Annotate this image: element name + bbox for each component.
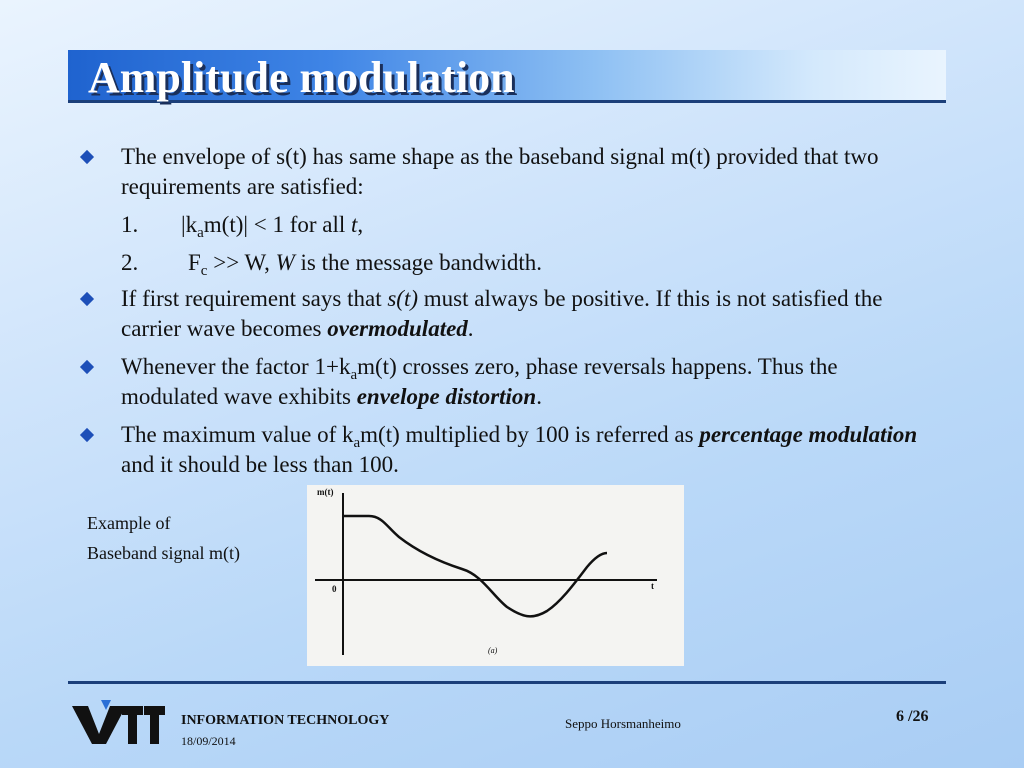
figure-caption xyxy=(87,508,240,568)
bullet-text-4: The maximum value of $k_am(t)$ multiplied by 100 is referred as percentage modulation and it should be less than 100. xyxy=(121,422,918,477)
bullet-text-2: If first requirement says that s(t) must always be positive. If this is not satisfied the carrier wave becomes overmodulated. xyxy=(121,286,883,341)
footer-organization: INFORMATION TECHNOLOGY xyxy=(181,713,390,728)
y-axis-label: m(t) xyxy=(317,487,334,497)
title-bar xyxy=(68,50,946,103)
bullet-item-4 xyxy=(78,420,938,480)
requirement-1 xyxy=(121,210,363,240)
bullet-item-3 xyxy=(78,352,938,412)
bullet-text-3: Whenever the factor $1+k_am(t)$ crosses zero, phase reversals happens. Thus the modulated wave exhibits envelope distortion. xyxy=(121,354,838,409)
diamond-bullet-icon xyxy=(80,360,94,374)
requirement-2-text: $F_c >> W$, W is the message bandwidth. xyxy=(188,250,542,279)
requirement-1-text: $|k_am(t)| < 1$ for all t, xyxy=(181,212,364,241)
requirement-2 xyxy=(121,248,542,278)
slide-title: Amplitude modulation xyxy=(88,53,515,102)
footer-date: 18/09/2014 xyxy=(181,734,236,748)
requirement-2-number: 2. xyxy=(121,250,139,275)
diamond-bullet-icon xyxy=(80,428,94,442)
footer-divider xyxy=(68,681,946,684)
caption-line-1: Example of xyxy=(87,513,171,533)
x-axis-label: t xyxy=(651,581,654,591)
origin-label: 0 xyxy=(332,584,337,594)
signal-plot xyxy=(307,485,684,666)
bullet-item-1 xyxy=(78,142,938,202)
caption-line-2: Baseband signal m(t) xyxy=(87,543,240,563)
footer-author: Seppo Horsmanheimo xyxy=(565,716,681,731)
requirement-1-number: 1. xyxy=(121,212,139,237)
bullet-item-2 xyxy=(78,284,938,344)
figure-label: (a) xyxy=(488,646,498,655)
diamond-bullet-icon xyxy=(80,150,94,164)
signal-curve xyxy=(343,516,607,616)
baseband-signal-figure xyxy=(307,485,684,666)
bullet-text-1: The envelope of s(t) has same shape as the baseband signal m(t) provided that two requirements are satisfied: xyxy=(121,144,879,199)
page-number: 6 /26 xyxy=(896,708,929,725)
vtt-logo xyxy=(72,698,167,746)
diamond-bullet-icon xyxy=(80,292,94,306)
